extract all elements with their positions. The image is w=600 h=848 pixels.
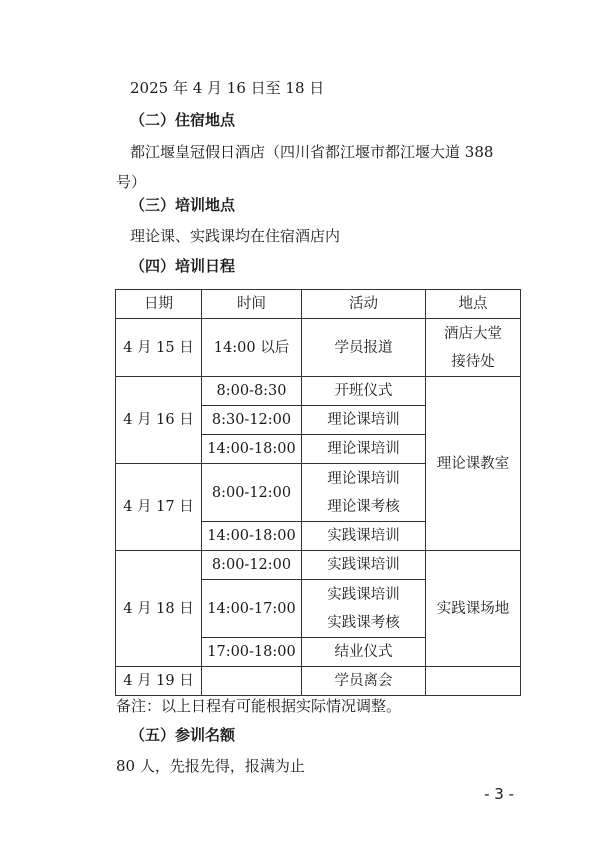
time-cell: 14:00-18:00 bbox=[202, 435, 302, 464]
activity-cell: 理论课培训 bbox=[302, 406, 426, 435]
activity-cell: 实践课培训 bbox=[302, 522, 426, 551]
time-cell: 17:00-18:00 bbox=[202, 638, 302, 667]
activity-cell: 学员离会 bbox=[302, 667, 426, 696]
time-cell: 14:00-17:00 bbox=[202, 580, 302, 638]
section-heading-quota: （五）参训名额 bbox=[130, 726, 236, 744]
training-location-text: 理论课、实践课均在住宿酒店内 bbox=[130, 227, 341, 245]
activity-cell: 开班仪式 bbox=[302, 377, 426, 406]
time-cell: 14:00 以后 bbox=[202, 319, 302, 377]
activity-cell bbox=[302, 464, 426, 522]
lodging-text-line1: 都江堰皇冠假日酒店（四川省都江堰市都江堰大道 388 bbox=[130, 143, 494, 161]
quota-text: 80 人，先报先得，报满为止 bbox=[116, 757, 305, 775]
header-location: 地点 bbox=[426, 290, 521, 319]
lodging-text-line2: 号） bbox=[116, 173, 147, 191]
activity-cell bbox=[302, 580, 426, 638]
section-heading-schedule: （四）培训日程 bbox=[130, 257, 236, 275]
time-cell: 8:00-12:00 bbox=[202, 551, 302, 580]
header-activity: 活动 bbox=[302, 290, 426, 319]
schedule-table bbox=[115, 289, 521, 696]
time-cell: 14:00-18:00 bbox=[202, 522, 302, 551]
table-row bbox=[116, 551, 521, 580]
table-row bbox=[116, 667, 521, 696]
schedule-note: 备注：以上日程有可能根据实际情况调整。 bbox=[116, 697, 402, 715]
activity-cell: 理论课培训 bbox=[302, 435, 426, 464]
date-cell: 4 月 15 日 bbox=[116, 319, 202, 377]
activity-line: 理论课考核 bbox=[327, 498, 400, 515]
training-dates: 2025 年 4 月 16 日至 18 日 bbox=[130, 79, 325, 97]
date-cell: 4 月 17 日 bbox=[116, 464, 202, 551]
section-heading-lodging: （二）住宿地点 bbox=[130, 111, 236, 129]
activity-line: 实践课培训 bbox=[327, 586, 400, 603]
activity-cell: 学员报道 bbox=[302, 319, 426, 377]
time-cell bbox=[202, 667, 302, 696]
time-cell: 8:00-12:00 bbox=[202, 464, 302, 522]
activity-cell: 实践课培训 bbox=[302, 551, 426, 580]
location-cell bbox=[426, 319, 521, 377]
header-time: 时间 bbox=[202, 290, 302, 319]
table-row bbox=[116, 377, 521, 406]
location-line: 接待处 bbox=[451, 353, 495, 370]
date-cell: 4 月 19 日 bbox=[116, 667, 202, 696]
time-cell: 8:00-8:30 bbox=[202, 377, 302, 406]
location-cell: 实践课场地 bbox=[426, 551, 521, 667]
page-number: - 3 - bbox=[484, 785, 514, 803]
table-row bbox=[116, 319, 521, 377]
location-line: 酒店大堂 bbox=[444, 325, 502, 342]
location-cell bbox=[426, 667, 521, 696]
location-cell: 理论课教室 bbox=[426, 377, 521, 551]
date-cell: 4 月 18 日 bbox=[116, 551, 202, 667]
section-heading-training-location: （三）培训地点 bbox=[130, 196, 236, 214]
header-date: 日期 bbox=[116, 290, 202, 319]
activity-line: 实践课考核 bbox=[327, 614, 400, 631]
activity-cell: 结业仪式 bbox=[302, 638, 426, 667]
date-cell: 4 月 16 日 bbox=[116, 377, 202, 464]
table-header-row bbox=[116, 290, 521, 319]
activity-line: 理论课培训 bbox=[327, 470, 400, 487]
time-cell: 8:30-12:00 bbox=[202, 406, 302, 435]
